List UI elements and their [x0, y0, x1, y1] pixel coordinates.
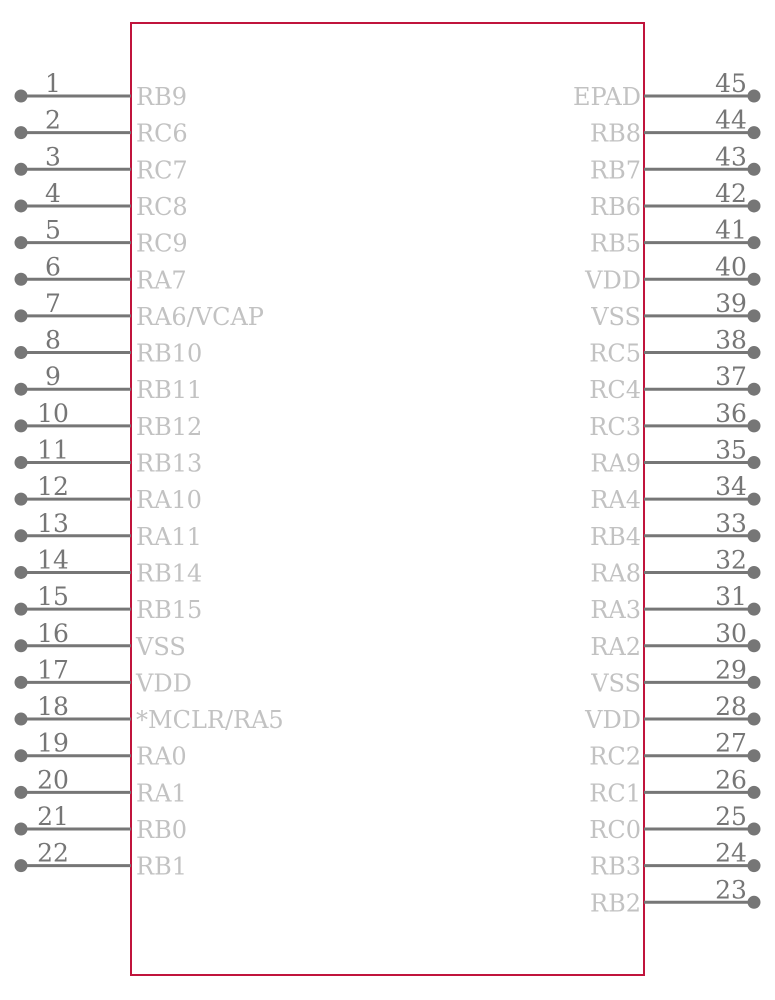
pin-name-label: RC6: [136, 119, 188, 148]
pin-number: 18: [37, 692, 69, 722]
pin-name-label: RB15: [136, 596, 203, 625]
pin-name-label: RB14: [136, 559, 203, 588]
pin-number: 44: [715, 105, 747, 135]
pin-endpoint-dot: [748, 163, 761, 176]
pin-endpoint-dot: [748, 713, 761, 726]
pin-name-label: RC7: [136, 156, 188, 185]
pin-number: 7: [45, 288, 61, 318]
pin-name-label: RA11: [136, 522, 202, 551]
pin-number: 6: [45, 252, 61, 282]
pin-endpoint-dot: [15, 309, 28, 322]
pin-number: 37: [715, 362, 747, 392]
pin-name-label: RA6/VCAP: [136, 302, 264, 331]
pin-endpoint-dot: [748, 639, 761, 652]
pin-number: 27: [715, 728, 747, 758]
pin-number: 13: [37, 508, 69, 538]
pin-number: 10: [37, 398, 69, 428]
pin-endpoint-dot: [748, 896, 761, 909]
pin-name-label: RA10: [136, 486, 202, 515]
pin-name-label: RB2: [590, 889, 641, 918]
pin-number: 15: [37, 582, 69, 612]
pin-endpoint-dot: [15, 676, 28, 689]
pin-endpoint-dot: [748, 529, 761, 542]
pin-name-label: RA9: [590, 449, 641, 478]
pin-name-label: RB11: [136, 376, 203, 405]
pin-name-label: RB5: [590, 229, 641, 258]
pin-name-label: VDD: [136, 669, 192, 698]
pin-name-label: RB13: [136, 449, 203, 478]
pin-endpoint-dot: [15, 493, 28, 506]
pin-number: 45: [715, 69, 747, 98]
pin-name-label: RB8: [590, 119, 641, 148]
pin-number: 17: [37, 655, 69, 685]
pin-name-label: RB10: [136, 339, 203, 368]
pin-endpoint-dot: [748, 456, 761, 469]
pin-number: 14: [37, 545, 69, 575]
left-pin-2: [15, 106, 188, 148]
pin-endpoint-dot: [15, 236, 28, 249]
pin-endpoint-dot: [748, 346, 761, 359]
pin-number: 31: [715, 582, 747, 612]
pin-endpoint-dot: [15, 419, 28, 432]
pin-endpoint-dot: [15, 456, 28, 469]
pin-endpoint-dot: [748, 676, 761, 689]
pin-name-label: RB12: [136, 412, 203, 441]
pin-number: 29: [715, 655, 747, 685]
pin-number: 25: [715, 802, 747, 831]
pin-name-label: VSS: [591, 302, 641, 331]
pin-endpoint-dot: [15, 786, 28, 799]
left-pin-8: [15, 326, 203, 368]
pin-name-label: RB3: [590, 852, 641, 881]
pin-name-label: RC5: [589, 339, 641, 368]
pin-name-label: RC4: [589, 376, 641, 405]
pin-name-label: RB0: [136, 816, 187, 844]
pin-endpoint-dot: [15, 90, 28, 103]
pin-endpoint-dot: [15, 749, 28, 762]
pin-number: 34: [715, 472, 747, 502]
pin-endpoint-dot: [748, 199, 761, 212]
pin-number: 28: [715, 692, 747, 722]
pin-number: 1: [45, 69, 61, 98]
pin-name-label: *MCLR/RA5: [136, 706, 284, 735]
pin-name-label: RC2: [589, 742, 641, 771]
left-pin-4: [15, 179, 188, 221]
pin-name-label: VSS: [136, 632, 186, 661]
pin-name-label: RA8: [590, 559, 641, 588]
pin-endpoint-dot: [15, 273, 28, 286]
pin-endpoint-dot: [15, 383, 28, 396]
pin-number: 19: [37, 728, 69, 758]
pin-endpoint-dot: [15, 713, 28, 726]
pin-endpoint-dot: [748, 309, 761, 322]
pin-name-label: RA4: [590, 486, 641, 515]
pin-number: 21: [37, 802, 69, 831]
pin-endpoint-dot: [748, 603, 761, 616]
pin-endpoint-dot: [748, 419, 761, 432]
pin-endpoint-dot: [748, 383, 761, 396]
pin-name-label: RA3: [590, 596, 641, 625]
right-pin-23: [590, 875, 760, 917]
pin-number: 41: [715, 215, 747, 245]
pin-endpoint-dot: [15, 639, 28, 652]
ic-body-outline: [131, 23, 644, 975]
pin-number: 38: [715, 325, 747, 355]
pin-name-label: EPAD: [572, 83, 641, 111]
pin-number: 39: [715, 288, 747, 318]
pin-number: 33: [715, 508, 747, 538]
pin-name-label: VSS: [591, 669, 641, 698]
pin-number: 26: [715, 765, 747, 795]
pin-endpoint-dot: [748, 749, 761, 762]
pin-name-label: VDD: [585, 706, 641, 735]
pin-endpoint-dot: [15, 199, 28, 212]
pin-endpoint-dot: [15, 566, 28, 579]
pin-endpoint-dot: [15, 603, 28, 616]
pin-name-label: RA0: [136, 742, 187, 771]
pin-endpoint-dot: [748, 236, 761, 249]
pin-number: 5: [45, 215, 61, 245]
left-pin-group: [15, 69, 284, 881]
pin-name-label: RA2: [590, 632, 641, 661]
pin-endpoint-dot: [15, 163, 28, 176]
pin-endpoint-dot: [15, 529, 28, 542]
pin-name-label: RC8: [136, 192, 188, 221]
pin-endpoint-dot: [15, 346, 28, 359]
left-pin-5: [15, 216, 188, 258]
pin-number: 3: [45, 142, 61, 172]
pin-number: 42: [715, 178, 747, 208]
pin-name-label: RB7: [590, 156, 641, 185]
pin-number: 40: [715, 252, 747, 282]
pin-number: 2: [45, 105, 61, 135]
pin-number: 9: [45, 362, 61, 392]
pin-number: 11: [37, 435, 69, 465]
pin-number: 12: [37, 472, 69, 502]
pin-number: 23: [715, 875, 747, 905]
pin-endpoint-dot: [748, 823, 761, 836]
left-pin-22: [15, 839, 187, 881]
pin-name-label: RC0: [589, 816, 641, 844]
pin-number: 24: [715, 838, 747, 868]
pin-number: 22: [37, 838, 69, 868]
pin-endpoint-dot: [748, 786, 761, 799]
pin-number: 35: [715, 435, 747, 465]
right-pin-group: [573, 69, 761, 917]
pin-endpoint-dot: [15, 823, 28, 836]
pin-name-label: VDD: [585, 266, 641, 295]
pin-endpoint-dot: [748, 90, 761, 103]
pin-number: 36: [715, 398, 747, 428]
pin-endpoint-dot: [748, 566, 761, 579]
pin-endpoint-dot: [748, 859, 761, 872]
pin-name-label: RC1: [589, 779, 641, 808]
pin-name-label: RC9: [136, 229, 188, 258]
pin-endpoint-dot: [748, 273, 761, 286]
pin-number: 16: [37, 618, 69, 648]
pin-name-label: RA1: [136, 779, 187, 808]
pin-number: 32: [715, 545, 747, 575]
pin-name-label: RB6: [590, 192, 641, 221]
pin-name-label: RC3: [589, 412, 641, 441]
pin-endpoint-dot: [15, 859, 28, 872]
pin-name-label: RB1: [136, 852, 187, 881]
pin-name-label: RB9: [136, 83, 187, 111]
pin-number: 20: [37, 765, 69, 795]
pin-name-label: RA7: [136, 266, 187, 295]
pin-number: 8: [45, 325, 61, 355]
pin-endpoint-dot: [15, 126, 28, 139]
pin-name-label: RB4: [590, 522, 641, 551]
pin-number: 43: [715, 142, 747, 172]
left-pin-6: [15, 252, 187, 294]
pin-number: 30: [715, 618, 747, 648]
left-pin-1: [15, 69, 187, 111]
pin-endpoint-dot: [748, 126, 761, 139]
pin-endpoint-dot: [748, 493, 761, 506]
pin-number: 4: [45, 178, 61, 208]
left-pin-3: [15, 142, 188, 184]
